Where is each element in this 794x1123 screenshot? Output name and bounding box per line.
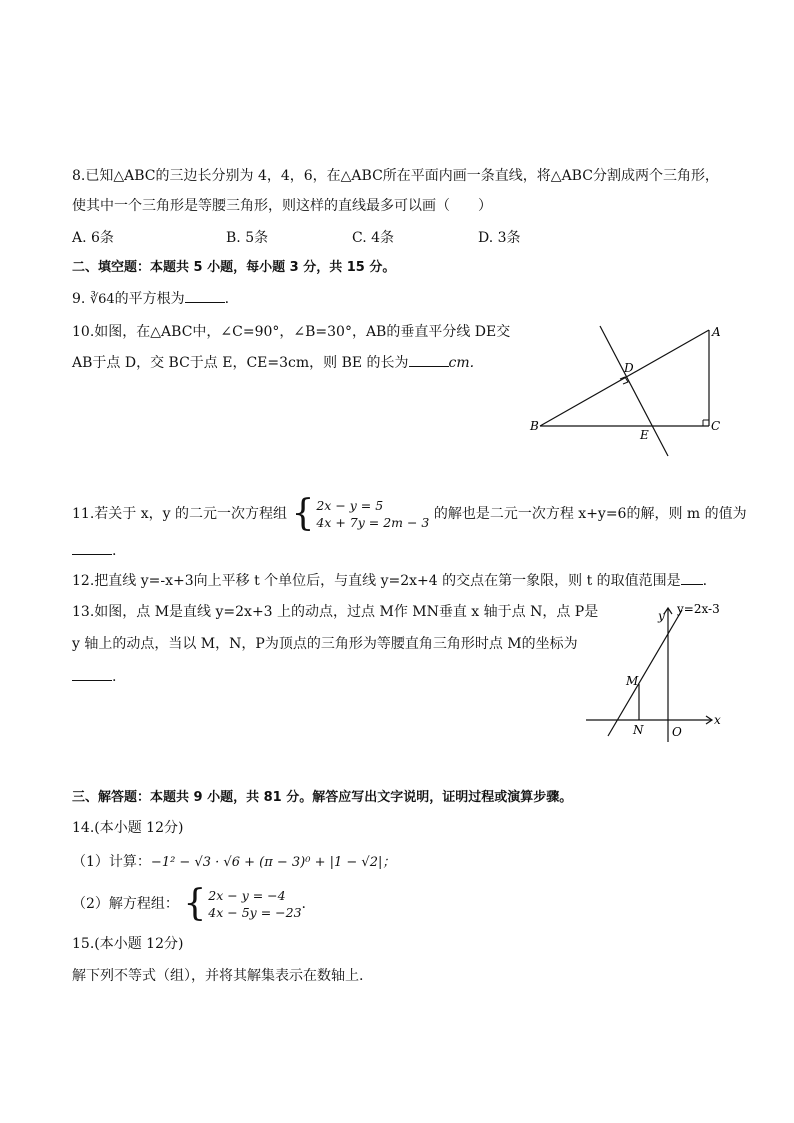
q14-system	[183, 883, 302, 924]
q11-brace: {	[291, 493, 315, 534]
label-y: y	[658, 609, 665, 623]
q14-part2	[72, 884, 306, 924]
q8-option-a: A. 6条	[72, 230, 114, 246]
q13-end: .	[112, 669, 117, 685]
label-x: x	[714, 713, 721, 727]
q14-eq1: 2x − y = −4	[208, 888, 286, 903]
q14-part2-label: （2）解方程组：	[72, 896, 179, 912]
label-o: O	[672, 725, 682, 739]
q14-end: .	[301, 896, 306, 912]
q10-triangle-figure	[525, 322, 730, 462]
q9-answer-blank	[185, 288, 225, 303]
label-line-equation: y=2x-3	[677, 602, 720, 616]
q11-system	[291, 493, 430, 534]
q13-line2: y 轴上的动点，当以 M，N，P为顶点的三角形为等腰直角三角形时点 M的坐标为	[72, 636, 578, 652]
q13-answer-line	[72, 666, 116, 687]
label-n: N	[633, 723, 644, 737]
q14-eq2: 4x − 5y = −23	[208, 905, 302, 920]
q12-answer-blank	[681, 570, 703, 585]
q8-line2: 使其中一个三角形是等腰三角形，则这样的直线最多可以画（ ）	[72, 198, 492, 214]
q8-option-b: B. 5条	[226, 230, 269, 246]
q11-eq2: 4x + 7y = 2m − 3	[316, 515, 430, 530]
label-b: B	[530, 419, 539, 433]
label-c: C	[711, 419, 721, 433]
q12-text: 12.把直线 y=-x+3向上平移 t 个单位后，与直线 y=2x+4 的交点在第一象限，则 t 的取值范围是	[72, 573, 681, 589]
q11-eq1: 2x − y = 5	[316, 498, 384, 513]
q13-answer-blank	[72, 666, 112, 681]
q8-line1: 8.已知△ABC的三边长分别为 4，4，6，在△ABC所在平面内画一条直线，将△ABC分割成两个三角形，	[72, 168, 719, 184]
q12	[72, 570, 707, 591]
q14-part1	[72, 852, 395, 873]
q13-line1: 13.如图，点 M是直线 y=2x+3 上的动点，过点 M作 MN垂直 x 轴于点 N，点 P是	[72, 604, 599, 620]
label-a: A	[712, 325, 721, 339]
q9-radical: ∛64	[89, 292, 115, 307]
segment-ab	[540, 330, 709, 426]
q11-suffix: 的解也是二元一次方程 x+y=6的解，则 m 的值为	[433, 506, 747, 522]
label-d: D	[624, 361, 634, 375]
q14-title: 14.(本小题 12分)	[72, 820, 184, 836]
q10-answer-blank	[409, 352, 449, 367]
q11-answer-line	[72, 540, 116, 561]
q11-answer-blank	[72, 540, 112, 555]
q10-line1: 10.如图，在△ABC中，∠C=90°，∠B=30°，AB的垂直平分线 DE交	[72, 324, 511, 340]
section3-heading: 三、解答题：本题共 9 小题，共 81 分。解答应写出文字说明，证明过程或演算步骤。	[72, 790, 573, 805]
perpendicular-bisector-de	[600, 326, 668, 456]
q14-brace: {	[183, 883, 207, 924]
q9	[72, 288, 229, 310]
q10-line2	[72, 352, 474, 373]
q8-option-c: C. 4条	[352, 230, 395, 246]
q11	[72, 494, 747, 534]
q12-end: .	[702, 573, 708, 589]
label-m: M	[626, 674, 639, 688]
q15-title: 15.(本小题 12分)	[72, 936, 184, 952]
q9-prefix: 9.	[72, 291, 90, 307]
q10-line2-text: AB于点 D，交 BC于点 E，CE=3cm，则 BE 的长为	[72, 355, 409, 371]
q11-end: .	[112, 543, 117, 559]
section2-heading: 二、填空题：本题共 5 小题，每小题 3 分，共 15 分。	[72, 260, 396, 275]
q9-end: .	[224, 291, 230, 307]
q10-unit: cm.	[448, 355, 475, 371]
q13-coordinate-figure	[580, 598, 730, 743]
q9-suffix: 的平方根为	[114, 291, 185, 307]
q14-part1-label: （1）计算：	[72, 854, 151, 870]
label-e: E	[640, 428, 649, 442]
q11-prefix: 11.若关于 x，y 的二元一次方程组	[72, 506, 287, 522]
q14-part1-expression: −1² − √3 · √6 + (π − 3)⁰ + |1 − √2|；	[150, 855, 396, 870]
line-graph	[608, 610, 682, 736]
q8-option-d: D. 3条	[478, 230, 521, 246]
q15-text: 解下列不等式（组），并将其解集表示在数轴上.	[72, 968, 364, 984]
